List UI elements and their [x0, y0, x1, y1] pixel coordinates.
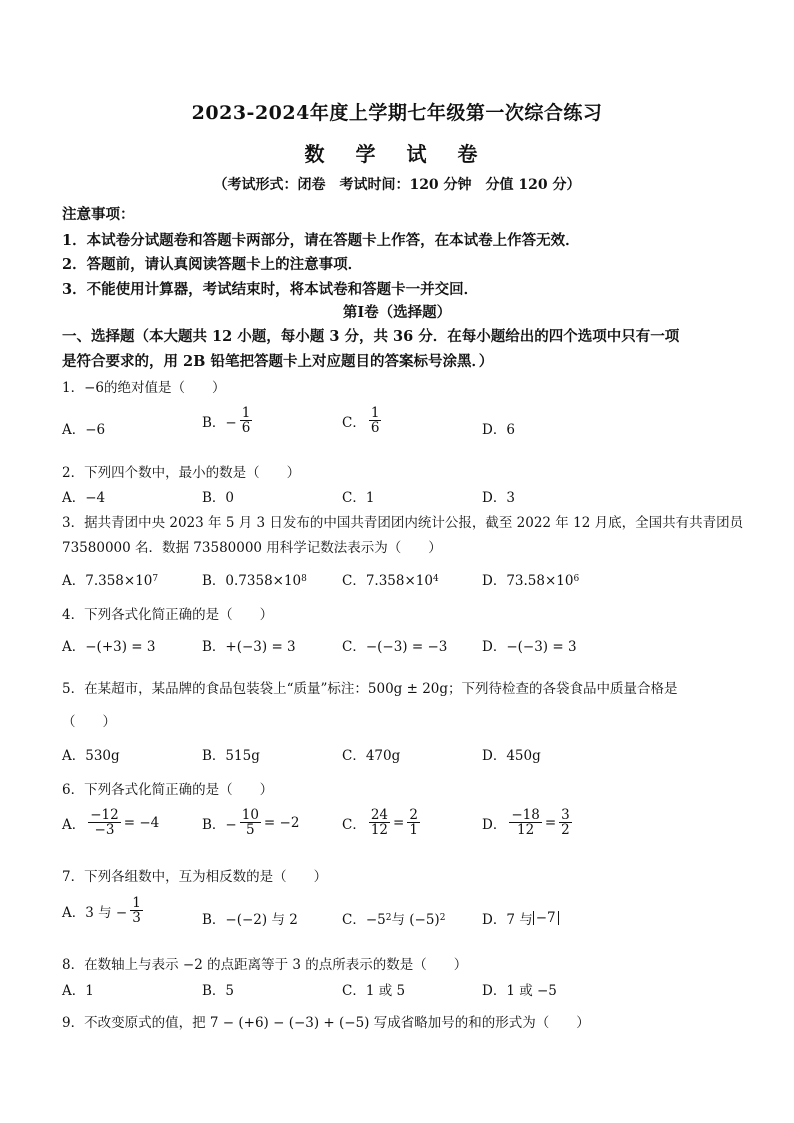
- option-label: B．−: [202, 816, 237, 833]
- question-7-option-d: [482, 908, 559, 928]
- note-item-1: 1．本试卷分试题卷和答题卡两部分，请在答题卡上作答，在本试卷上作答无效．: [62, 232, 580, 249]
- question-3-stem-line2: 73580000 名．数据 73580000 用科学记数法表示为（ ）: [62, 540, 442, 556]
- option-label: A．: [62, 816, 86, 833]
- option-label: D．7 与: [482, 912, 533, 928]
- option-label: A．3 与 −: [62, 904, 128, 921]
- question-8-stem: 8．在数轴上与表示 −2 的点距离等于 3 的点所表示的数是（ ）: [62, 957, 468, 973]
- denominator: 2: [561, 822, 570, 839]
- numerator: 24: [370, 807, 389, 823]
- option-label: C．: [342, 816, 366, 833]
- question-2-option-a: A．−4: [62, 490, 106, 506]
- fraction: [559, 808, 572, 837]
- question-3-option-a: A．7.358×10 7: [62, 569, 158, 589]
- numerator: −12: [90, 807, 119, 823]
- question-6-option-b: [202, 808, 299, 837]
- note-item-2: 2．答题前，请认真阅读答题卡上的注意事项．: [62, 256, 363, 273]
- equals-sign: =: [393, 814, 405, 831]
- numerator: 10: [241, 807, 259, 823]
- question-4-stem: 4．下列各式化简正确的是（ ）: [62, 607, 274, 623]
- question-3-stem-line1: 3．据共青团中央 2023 年 5 月 3 日发布的中国共青团团内统计公报，截至 2022 年 12 月底，全国共有共青团员: [62, 515, 744, 531]
- question-7-option-b: B．−(−2) 与 2: [202, 912, 298, 928]
- option-text: C．7.358×10: [342, 573, 433, 589]
- question-3-option-c: C．7.358×10 4: [342, 569, 439, 589]
- option-label: D．: [482, 816, 507, 833]
- option-label: B．−: [202, 414, 237, 431]
- question-6-option-d: [482, 808, 575, 837]
- note-item-3: 3．不能使用计算器，考试结束时，将本试卷和答题卡一并交回．: [62, 281, 479, 298]
- question-2-option-b: B．0: [202, 490, 235, 506]
- denominator: 12: [516, 822, 535, 839]
- question-6-stem: 6．下列各式化简正确的是（ ）: [62, 782, 274, 798]
- notes-heading: 注意事项：: [62, 206, 135, 223]
- option-text: B．0.7358×10: [202, 573, 302, 589]
- question-4-option-c: C．−(−3) = −3: [342, 639, 448, 655]
- numerator: 1: [370, 405, 380, 421]
- option-text: = −4: [123, 814, 160, 831]
- question-3-option-b: B．0.7358×10 8: [202, 569, 307, 589]
- fraction: [88, 808, 121, 837]
- question-8-option-c: C．1 或 5: [342, 983, 406, 999]
- section-instructions-line2: 是符合要求的，用 2B 铅笔把答题卡上对应题目的答案标号涂黑．）: [62, 353, 494, 370]
- question-8-option-b: B．5: [202, 983, 235, 999]
- option-text: 与 (−5): [391, 912, 440, 928]
- question-4-option-a: A．−(+3) = 3: [62, 639, 156, 655]
- fraction: [509, 808, 542, 837]
- question-5-stem-line1: 5．在某超市，某品牌的食品包装袋上“质量”标注：500g ± 20g；下列待检查的各袋食品中质量合格是: [62, 681, 678, 697]
- question-4-option-b: B．+(−3) = 3: [202, 639, 296, 655]
- fraction: [240, 808, 261, 837]
- question-2-option-d: D．3: [482, 490, 515, 506]
- subject-title: 数 学 试 卷: [304, 142, 490, 166]
- fraction: [369, 808, 390, 837]
- fraction: [407, 808, 420, 837]
- denominator: 12: [370, 822, 389, 839]
- numerator: 1: [241, 405, 251, 421]
- denominator: −3: [94, 822, 115, 839]
- question-1-stem: 1．−6的绝对值是（ ）: [62, 380, 226, 396]
- exam-info: （考试形式：闭卷 考试时间：120 分钟 分值 120 分）: [213, 177, 581, 193]
- question-9-stem: 9．不改变原式的值，把 7 − (+6) − (−3) + (−5) 写成省略加号的和的形式为（ ）: [62, 1015, 590, 1031]
- exam-title: 2023-2024年度上学期七年级第一次综合练习: [191, 102, 603, 124]
- question-4-option-d: D．−(−3) = 3: [482, 639, 577, 655]
- section-title: 第Ⅰ卷（选择题）: [342, 304, 452, 321]
- question-1-option-c: [342, 406, 384, 435]
- question-2-option-c: C．1: [342, 490, 375, 506]
- fraction: [369, 406, 382, 435]
- question-8-option-a: A．1: [62, 983, 94, 999]
- equals-sign: =: [544, 814, 557, 831]
- question-5-option-c: C．470g: [342, 748, 401, 764]
- numerator: −18: [511, 807, 540, 823]
- fraction: [130, 896, 143, 925]
- option-text: C．−5: [342, 912, 386, 928]
- question-5-option-a: A．530g: [62, 748, 120, 764]
- fraction: [240, 406, 253, 435]
- option-text: D．73.58×10: [482, 573, 574, 589]
- question-5-option-d: D．450g: [482, 748, 541, 764]
- denominator: 1: [409, 822, 418, 839]
- question-5-option-b: B．515g: [202, 748, 260, 764]
- denominator: 5: [246, 822, 255, 839]
- option-text: = −2: [263, 814, 300, 831]
- question-1-option-b: [202, 406, 255, 435]
- denominator: 6: [241, 420, 251, 437]
- numerator: 3: [561, 807, 570, 823]
- numerator: 2: [409, 807, 418, 823]
- option-text: A．7.358×10: [62, 573, 153, 589]
- numerator: 1: [132, 895, 141, 911]
- question-5-stem-line2: （ ）: [62, 714, 116, 730]
- question-6-option-c: [342, 808, 423, 837]
- denominator: 3: [132, 910, 141, 927]
- absolute-value: −7: [533, 911, 559, 926]
- question-1-option-d: D．6: [482, 422, 515, 438]
- question-3-option-d: D．73.58×10 6: [482, 569, 579, 589]
- denominator: 6: [370, 420, 380, 437]
- question-7-stem: 7．下列各组数中，互为相反数的是（ ）: [62, 869, 328, 885]
- question-1-option-a: A．−6: [62, 422, 106, 438]
- question-7-option-a: [62, 896, 146, 925]
- question-7-option-c: C．−5 2 与 (−5) 2: [342, 908, 445, 928]
- question-8-option-d: D．1 或 −5: [482, 983, 557, 999]
- option-label: C．: [342, 414, 366, 431]
- question-6-option-a: [62, 808, 159, 837]
- section-instructions-line1: 一、选择题（本大题共 12 小题，每小题 3 分，共 36 分．在每小题给出的四个选项中只有一项: [62, 328, 680, 345]
- question-2-stem: 2．下列四个数中，最小的数是（ ）: [62, 465, 301, 481]
